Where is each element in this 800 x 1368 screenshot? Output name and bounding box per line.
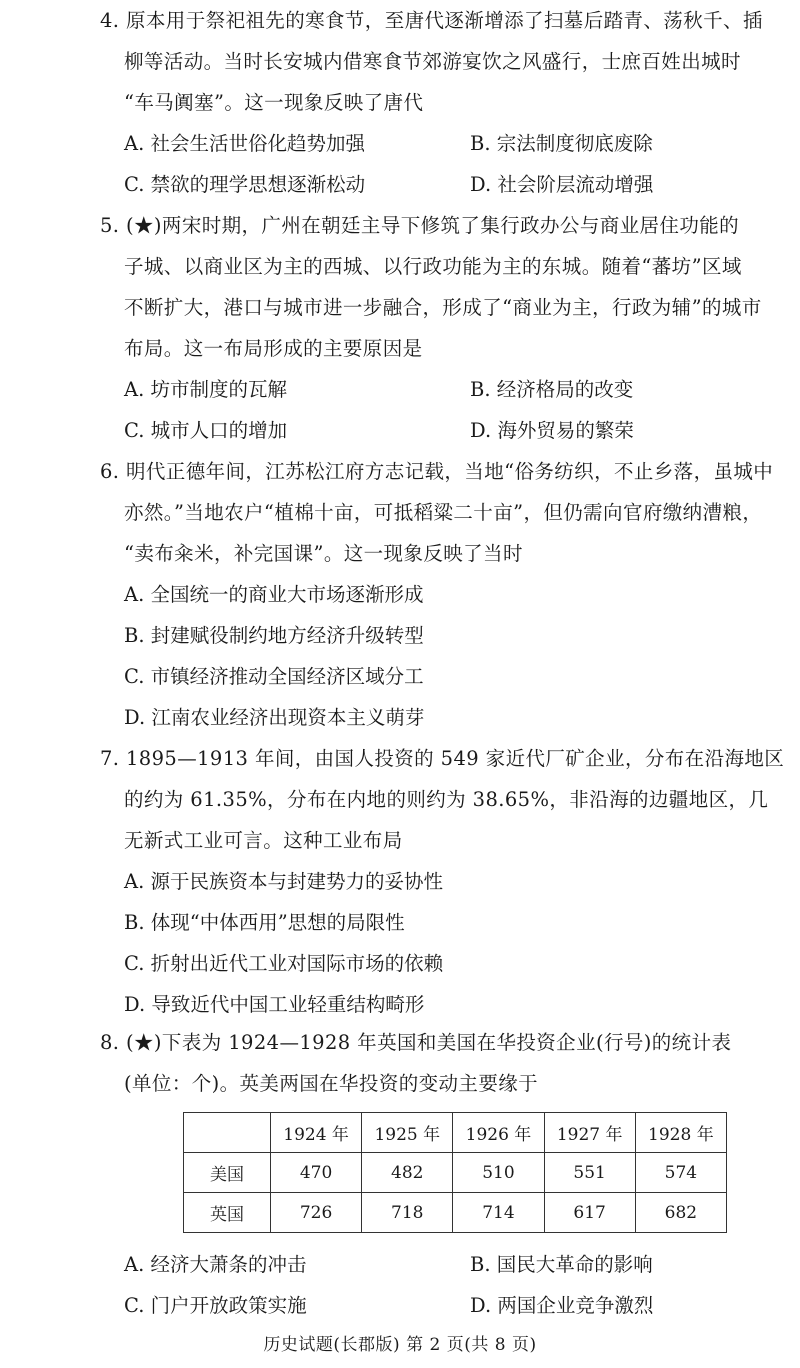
question-7-option-c-row [100, 943, 780, 984]
question-6 [100, 451, 780, 738]
question-7-option-d-row [100, 984, 780, 1025]
question-6-option-b: B. 封建赋役制约地方经济升级转型 [124, 624, 424, 647]
question-8-options-row-1 [100, 1244, 780, 1285]
question-6-option-a: A. 全国统一的商业大市场逐渐形成 [124, 583, 424, 606]
question-8-stem-line-2: (单位：个)。英美两国在华投资的变动主要缘于 [124, 1072, 539, 1095]
question-6-option-c-row [100, 656, 780, 697]
question-5-options-row-1 [100, 369, 780, 410]
question-7-option-d: D. 导致近代中国工业轻重结构畸形 [124, 993, 425, 1016]
question-8-stem-line-1: 8. (★)下表为 1924—1928 年英国和美国在华投资企业(行号)的统计表 [100, 1031, 732, 1054]
question-5-option-a: A. 坊市制度的瓦解 [124, 378, 287, 401]
question-8-option-c: C. 门户开放政策实施 [124, 1294, 307, 1317]
question-7-option-c: C. 折射出近代工业对国际市场的依赖 [124, 952, 444, 975]
table-header-cell: 1928 年 [635, 1113, 726, 1153]
table-cell: 718 [362, 1193, 453, 1233]
table-cell: 551 [544, 1153, 635, 1193]
question-6-stem-line-2: 亦然。”当地农户“植棉十亩，可抵稻粱二十亩”，但仍需向官府缴纳漕粮， [124, 501, 763, 524]
page-footer: 历史试题(长郡版) 第 2 页(共 8 页) [263, 1335, 537, 1355]
question-6-option-d: D. 江南农业经济出现资本主义萌芽 [124, 706, 425, 729]
table-row-label: 美国 [184, 1153, 271, 1193]
question-8-options-row-2 [100, 1285, 780, 1326]
question-6-option-d-row [100, 697, 780, 738]
question-6-stem-line-3: “卖布籴米，补完国课”。这一现象反映了当时 [124, 542, 523, 565]
table-cell: 574 [635, 1153, 726, 1193]
question-8-option-a: A. 经济大萧条的冲击 [124, 1253, 307, 1276]
question-4-option-c: C. 禁欲的理学思想逐渐松动 [124, 173, 366, 196]
question-8-option-b: B. 国民大革命的影响 [470, 1253, 653, 1276]
table-cell: 510 [453, 1153, 544, 1193]
question-4 [100, 0, 780, 205]
question-5-stem-line-1: 5. (★)两宋时期，广州在朝廷主导下修筑了集行政办公与商业居住功能的 [100, 214, 740, 237]
table-cell: 617 [544, 1193, 635, 1233]
question-6-option-b-row [100, 615, 780, 656]
question-5-option-d: D. 海外贸易的繁荣 [470, 419, 634, 442]
table-cell: 682 [635, 1193, 726, 1233]
table-cell: 714 [453, 1193, 544, 1233]
question-7-option-b-row [100, 902, 780, 943]
question-4-option-d: D. 社会阶层流动增强 [470, 173, 654, 196]
question-7-stem-line-2: 的约为 61.35%，分布在内地的则约为 38.65%，非沿海的边疆地区，几 [124, 788, 769, 811]
table-header-cell: 1926 年 [453, 1113, 544, 1153]
table-row [184, 1193, 727, 1233]
question-7-option-a: A. 源于民族资本与封建势力的妥协性 [124, 870, 443, 893]
table-header-cell: 1925 年 [362, 1113, 453, 1153]
question-6-stem-line-1: 6. 明代正德年间，江苏松江府方志记载，当地“俗务纺织，不止乡落，虽城中 [100, 460, 774, 483]
table-header-cell: 1924 年 [271, 1113, 362, 1153]
question-4-stem-line-2: 柳等活动。当时长安城内借寒食节郊游宴饮之风盛行，士庶百姓出城时 [124, 50, 741, 73]
question-5-option-c: C. 城市人口的增加 [124, 419, 288, 442]
table-header-cell: 1927 年 [544, 1113, 635, 1153]
question-5-stem-line-3: 不断扩大，港口与城市进一步融合，形成了“商业为主，行政为辅”的城市 [124, 296, 762, 319]
question-5-option-b: B. 经济格局的改变 [470, 378, 634, 401]
question-8-option-d: D. 两国企业竞争激烈 [470, 1294, 654, 1317]
question-7-stem-line-1: 7. 1895—1913 年间，由国人投资的 549 家近代厂矿企业，分布在沿海地区 [100, 747, 785, 770]
question-4-option-b: B. 宗法制度彻底废除 [470, 132, 653, 155]
table-cell: 482 [362, 1153, 453, 1193]
question-4-options-row-2 [100, 164, 780, 205]
question-8-options [100, 1244, 780, 1326]
question-5-stem-line-4: 布局。这一布局形成的主要原因是 [124, 337, 423, 360]
question-5-stem-line-2: 子城、以商业区为主的西城、以行政功能为主的东城。随着“蕃坊”区域 [124, 255, 742, 278]
question-5-options-row-2 [100, 410, 780, 451]
table-cell: 726 [271, 1193, 362, 1233]
table-cell: 470 [271, 1153, 362, 1193]
question-6-option-a-row [100, 574, 780, 615]
table-row [184, 1153, 727, 1193]
question-6-option-c: C. 市镇经济推动全国经济区域分工 [124, 665, 424, 688]
question-5 [100, 205, 780, 451]
question-7-stem-line-3: 无新式工业可言。这种工业布局 [124, 829, 403, 852]
question-4-stem-line-3: “车马阗塞”。这一现象反映了唐代 [124, 91, 424, 114]
question-4-option-a: A. 社会生活世俗化趋势加强 [124, 132, 365, 155]
question-7-option-a-row [100, 861, 780, 902]
question-4-options-row-1 [100, 123, 780, 164]
table-row-label: 英国 [184, 1193, 271, 1233]
question-4-stem-line-1: 4. 原本用于祭祀祖先的寒食节，至唐代逐渐增添了扫墓后踏青、荡秋千、插 [100, 9, 763, 32]
question-7-option-b: B. 体现“中体西用”思想的局限性 [124, 911, 405, 934]
question-8 [100, 1022, 780, 1104]
investment-statistics-table [183, 1112, 727, 1233]
table-header-cell [184, 1113, 271, 1153]
table-header-row [184, 1113, 727, 1153]
question-7 [100, 738, 785, 1025]
